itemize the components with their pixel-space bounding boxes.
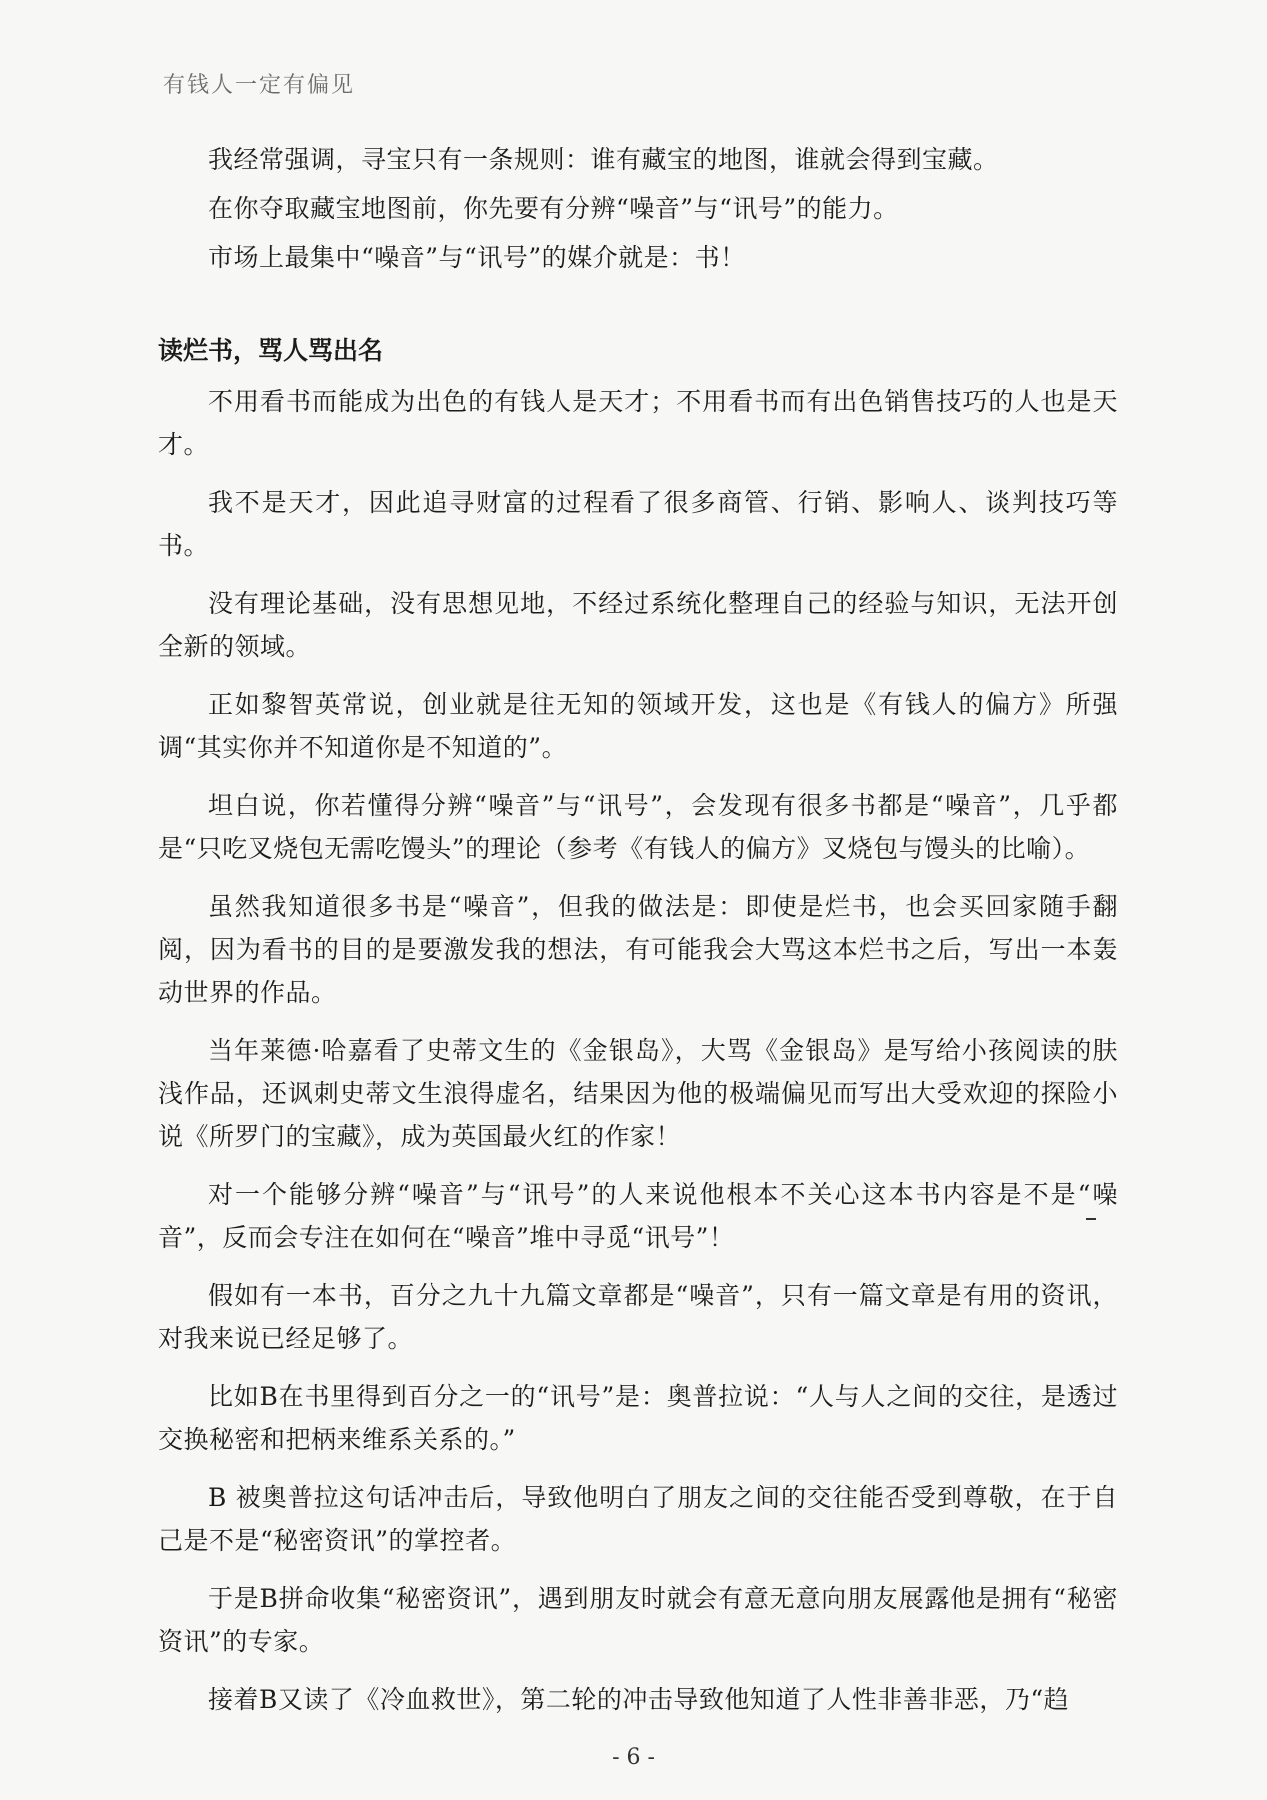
paragraph: B 被奥普拉这句话冲击后，导致他明白了朋友之间的交往能否受到尊敬，在于自己是不是“秘密资讯”的掌控者。: [158, 1483, 1118, 1555]
paragraph: 当年莱德·哈嘉看了史蒂文生的《金银岛》，大骂《金银岛》是写给小孩阅读的肤浅作品，还讽刺史蒂文生浪得虚名，结果因为他的极端偏见而写出大受欢迎的探险小说《所罗门的宝藏》，成为英国最火红的作家！: [158, 1036, 1118, 1151]
paragraph: 我不是天才，因此追寻财富的过程看了很多商管、行销、影响人、谈判技巧等书。: [158, 488, 1118, 560]
intro-block: [158, 138, 1118, 279]
running-head: 有钱人一定有偏见: [163, 73, 356, 98]
paragraph: 比如B在书里得到百分之一的“讯号”是：奥普拉说：“人与人之间的交往，是透过交换秘密和把柄来维系关系的。”: [158, 1382, 1118, 1454]
section-heading: 读烂书，骂人骂出名: [158, 336, 384, 365]
paragraph: 坦白说，你若懂得分辨“噪音”与“讯号”，会发现有很多书都是“噪音”，几乎都是“只吃叉烧包无需吃馒头”的理论（参考《有钱人的偏方》叉烧包与馒头的比喻）。: [158, 791, 1118, 863]
paragraph: 不用看书而能成为出色的有钱人是天才；不用看书而有出色销售技巧的人也是天才。: [158, 387, 1118, 459]
paragraph: 假如有一本书，百分之九十九篇文章都是“噪音”，只有一篇文章是有用的资讯，对我来说已经足够了。: [158, 1281, 1118, 1353]
page-number: - 6 -: [612, 1745, 655, 1770]
paragraph: 市场上最集中“噪音”与“讯号”的媒介就是：书！: [208, 243, 746, 272]
paragraph: 接着B又读了《冷血救世》，第二轮的冲击导致他知道了人性非善非恶，乃“趋: [208, 1685, 1070, 1714]
paragraph: 我经常强调，寻宝只有一条规则：谁有藏宝的地图，谁就会得到宝藏。: [208, 145, 999, 174]
page-body: [158, 138, 1118, 1736]
paragraph: 在你夺取藏宝地图前，你先要有分辨“噪音”与“讯号”的能力。: [208, 194, 899, 223]
paragraph: 虽然我知道很多书是“噪音”，但我的做法是：即使是烂书，也会买回家随手翻阅，因为看书的目的是要激发我的想法，有可能我会大骂这本烂书之后，写出一本轰动世界的作品。: [158, 892, 1118, 1007]
scan-mark: [1086, 1218, 1096, 1220]
section-body: [158, 380, 1118, 1721]
paragraph: 对一个能够分辨“噪音”与“讯号”的人来说他根本不关心这本书内容是不是“噪音”，反而会专注在如何在“噪音”堆中寻觅“讯号”！: [158, 1180, 1118, 1252]
paragraph: 于是B拼命收集“秘密资讯”，遇到朋友时就会有意无意向朋友展露他是拥有“秘密资讯”的专家。: [158, 1584, 1118, 1656]
paragraph: 正如黎智英常说，创业就是往无知的领域开发，这也是《有钱人的偏方》所强调“其实你并不知道你是不知道的”。: [158, 690, 1118, 762]
paragraph: 没有理论基础，没有思想见地，不经过系统化整理自己的经验与知识，无法开创全新的领域。: [158, 589, 1118, 661]
